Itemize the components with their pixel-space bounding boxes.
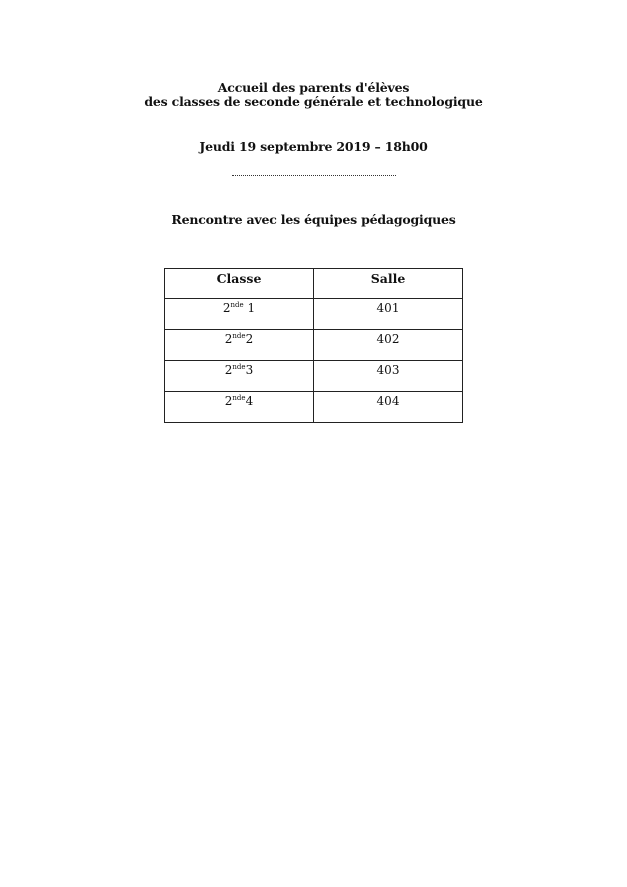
table-row xyxy=(165,361,463,392)
event-date: Jeudi 19 septembre 2019 – 18h00 xyxy=(199,139,428,154)
class-number: 2 xyxy=(245,332,254,346)
class-number: 3 xyxy=(245,363,254,377)
class-superscript: nde xyxy=(230,301,244,309)
table-header-row xyxy=(165,269,463,299)
title-line-1: Accueil des parents d'élèves xyxy=(217,80,410,95)
column-header-class: Classe xyxy=(165,269,314,299)
room-cell: 403 xyxy=(314,361,463,392)
room-cell: 401 xyxy=(314,299,463,330)
title-line-2: des classes de seconde générale et technologique xyxy=(144,94,483,109)
class-superscript: nde xyxy=(232,332,246,340)
class-base: 2 xyxy=(224,363,233,377)
class-base: 2 xyxy=(224,332,233,346)
subtitle: Rencontre avec les équipes pédagogiques xyxy=(171,212,456,227)
class-number: 4 xyxy=(245,394,254,408)
table-row xyxy=(165,330,463,361)
class-base: 2 xyxy=(222,301,231,315)
class-superscript: nde xyxy=(232,363,246,371)
room-cell: 402 xyxy=(314,330,463,361)
class-cell xyxy=(165,392,314,423)
table-row xyxy=(165,299,463,330)
table-row xyxy=(165,392,463,423)
class-base: 2 xyxy=(224,394,233,408)
class-cell xyxy=(165,330,314,361)
separator-line xyxy=(232,175,396,176)
class-cell xyxy=(165,299,314,330)
class-room-table xyxy=(164,268,463,423)
class-superscript: nde xyxy=(232,394,246,402)
class-number: 1 xyxy=(243,301,256,315)
class-cell xyxy=(165,361,314,392)
column-header-room: Salle xyxy=(314,269,463,299)
room-cell: 404 xyxy=(314,392,463,423)
